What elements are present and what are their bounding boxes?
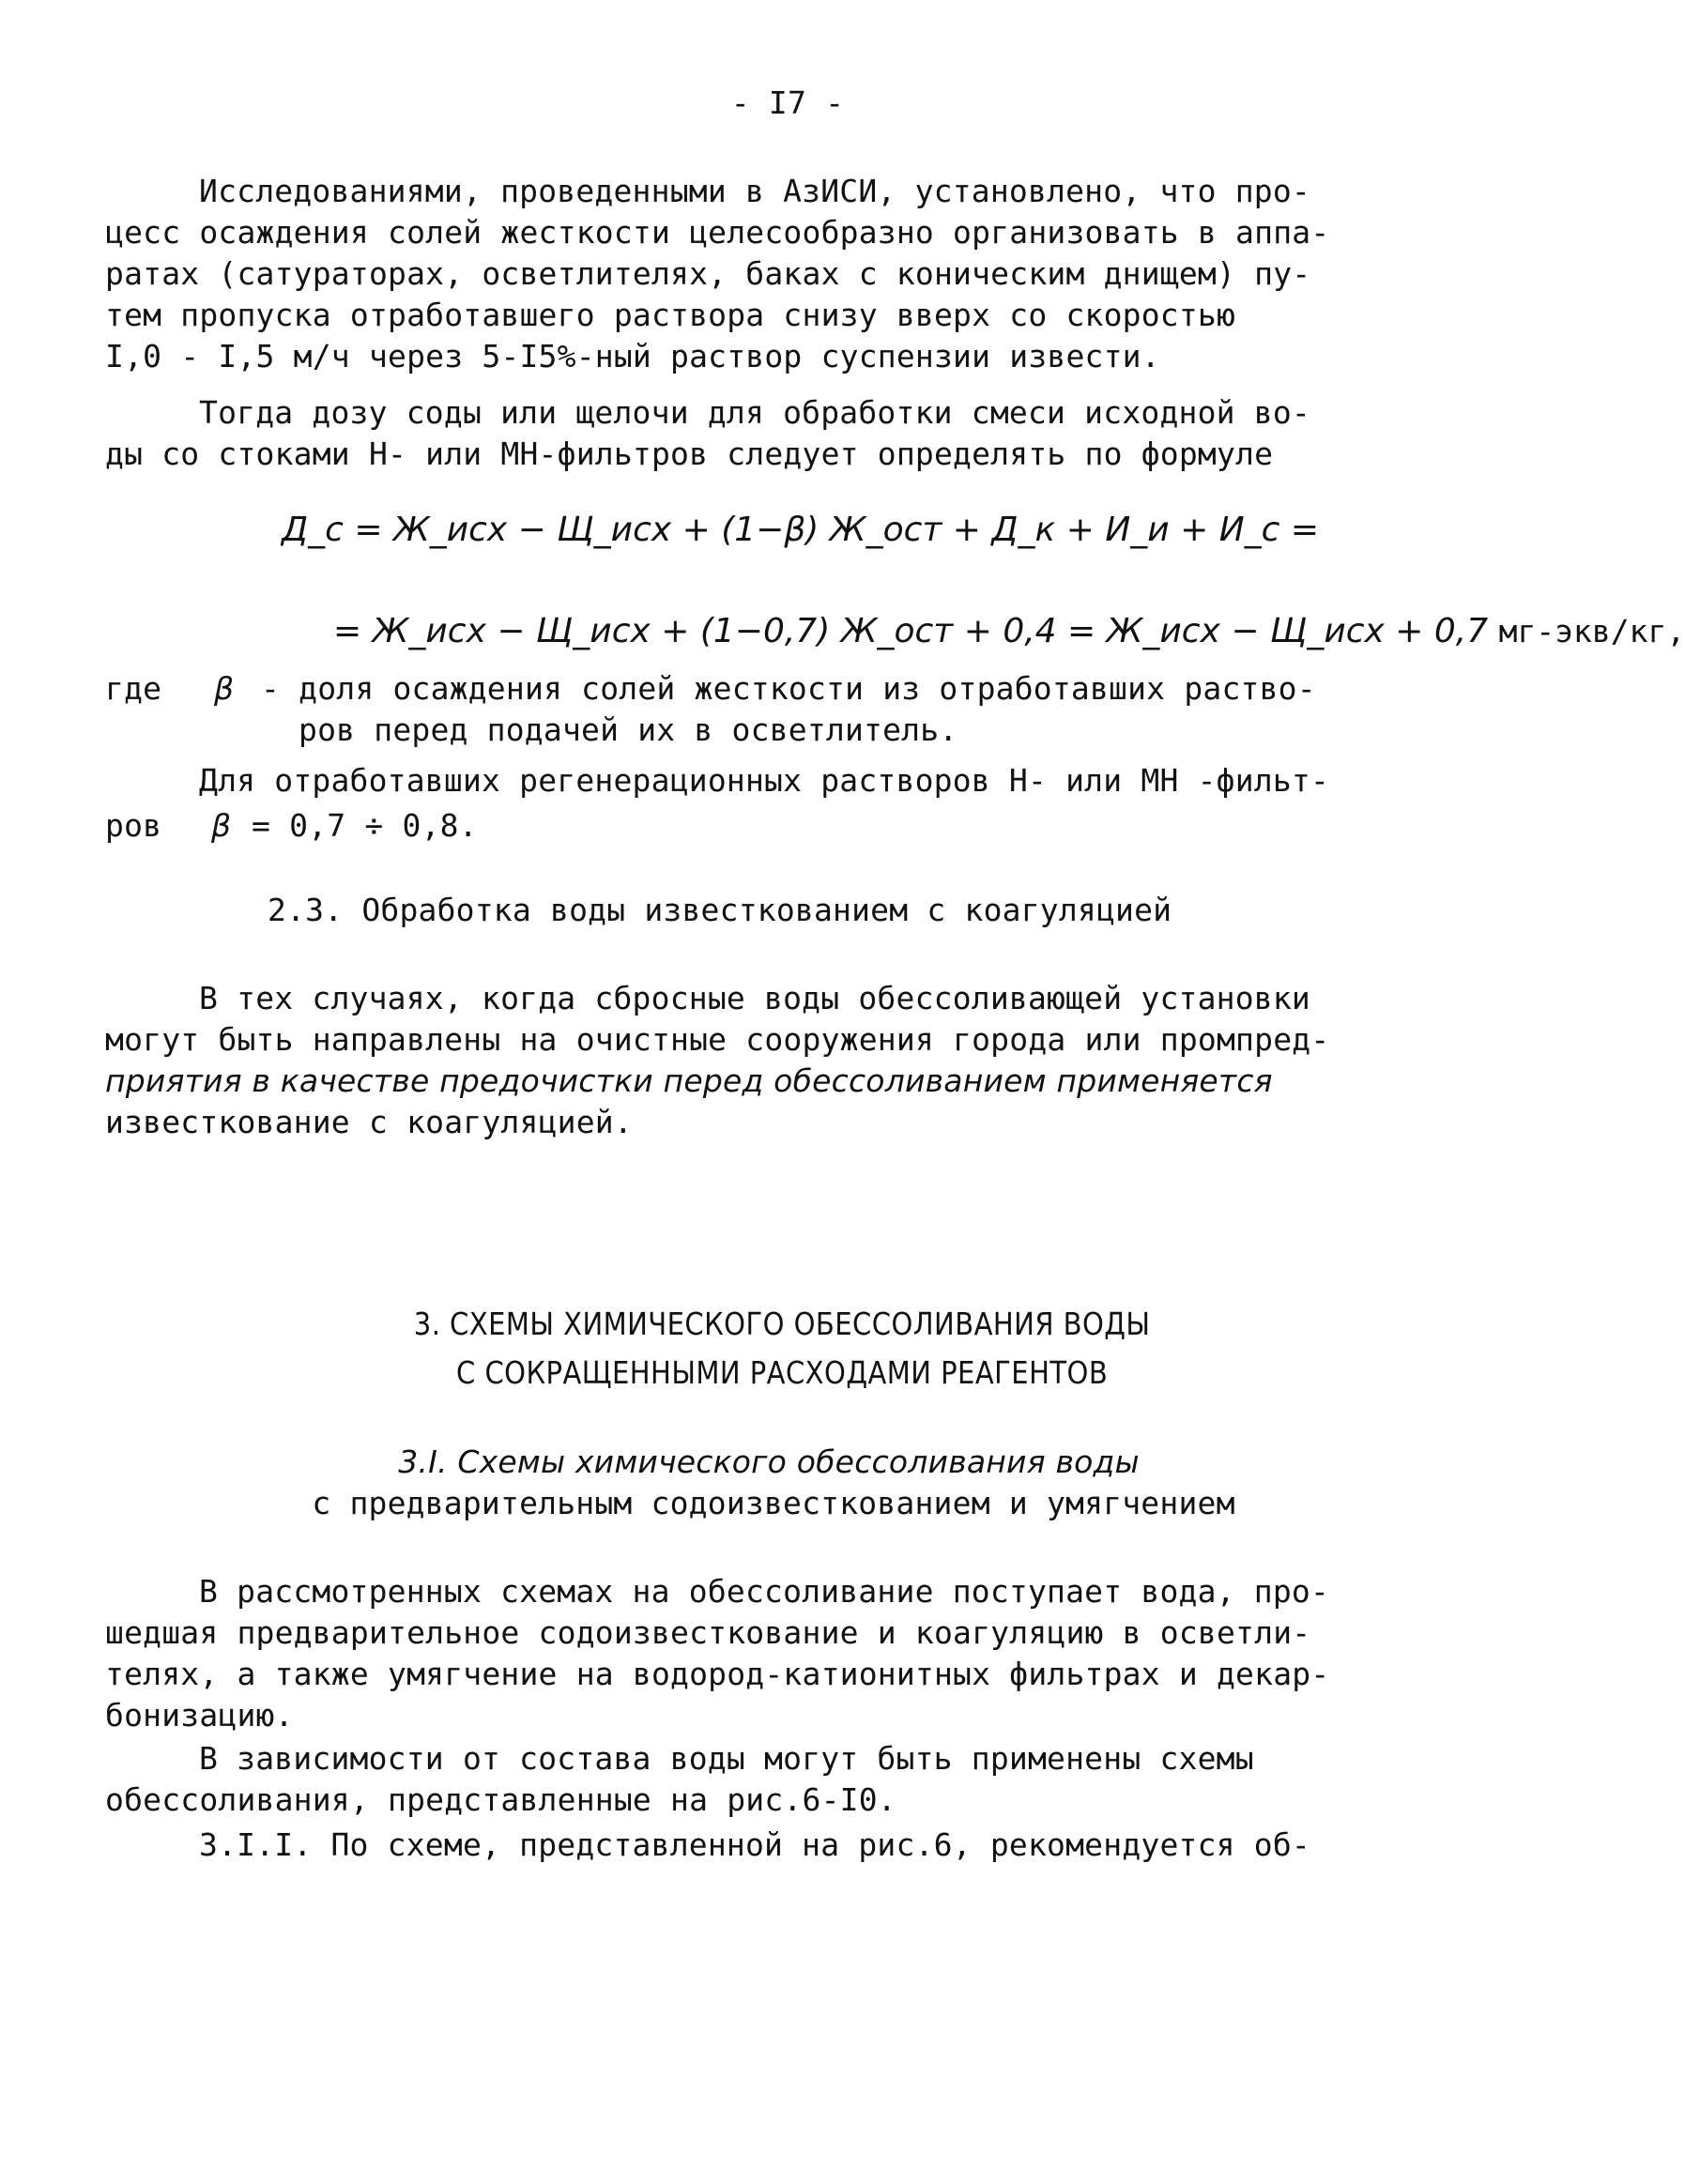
para1-line-5: I,0 - I,5 м/ч через 5-I5%-ный раствор суспензии извести. (105, 338, 1160, 374)
para1-line-4: тем пропуска отработавшего раствора снизу вверх со скоростью (105, 297, 1236, 333)
para1-line-2: цесс осаждения солей жесткости целесообразно организовать в аппа- (105, 214, 1330, 251)
formula-line-1: Д_с = Ж_исх − Щ_исх + (1−β) Ж_ост + Д_к + И_и + И_с = (282, 511, 1320, 549)
chapter-3-heading-line-1: 3. СХЕМЫ ХИМИЧЕСКОГО ОБЕССОЛИВАНИЯ ВОДЫ (413, 1306, 1151, 1342)
formula-line-2 (333, 608, 1685, 655)
para1-line-3: ратах (сатураторах, осветлителях, баках с коническим днищем) пу- (105, 255, 1311, 292)
section-3-1-heading-line-1: 3.I. Схемы химического обессоливания воды (398, 1443, 1140, 1480)
para6-line-1: В зависимости от состава воды могут быть применены схемы (199, 1740, 1254, 1777)
para4-line-3: приятия в качестве предочистки перед обессоливанием применяется (105, 1062, 1273, 1099)
para3-line-2-value: = 0,7 ÷ 0,8. (252, 807, 478, 844)
para5-line-2: шедшая предварительное содоизвесткование и коагуляцию в осветли- (105, 1614, 1311, 1651)
para4-line-1: В тех случаях, когда сбросные воды обессоливающей установки (199, 980, 1310, 1016)
para5-line-1: В рассмотренных схемах на обессоливание поступает вода, про- (199, 1573, 1330, 1610)
beta-symbol: β (214, 670, 235, 707)
para2-line-1: Тогда дозу соды или щелочи для обработки смеси исходной во- (199, 394, 1310, 431)
chapter-3-heading-line-2: С СОКРАЩЕННЫМИ РАСХОДАМИ РЕАГЕНТОВ (456, 1354, 1109, 1391)
para7-line-1: 3.I.I. По схеме, представленной на рис.6, рекомендуется об- (199, 1826, 1310, 1863)
section-3-1-heading-line-2: с предварительным содоизвесткованием и умягчением (312, 1485, 1235, 1521)
para3-beta-symbol: β (211, 807, 232, 844)
para1-line-1: Исследованиями, проведенными в АзИСИ, установлено, что про- (199, 173, 1310, 209)
para3-line-1: Для отработавших регенерационных растворов Н- или МН -фильт- (199, 762, 1330, 799)
where-line-1: - доля осаждения солей жесткости из отработавших раство- (261, 670, 1316, 707)
para2-line-2: ды со стоками Н- или МН-фильтров следует определять по формуле (105, 435, 1274, 472)
formula-unit: мг-экв/кг, (1498, 613, 1685, 649)
para4-line-2: могут быть направлены на очистные сооружения города или промпред- (105, 1021, 1330, 1058)
para5-line-4: бонизацию. (105, 1697, 294, 1733)
para6-line-2: обессоливания, представленные на рис.6-I0. (105, 1781, 896, 1818)
formula-line-2-expr: = Ж_исх − Щ_исх + (1−0,7) Ж_ост + 0,4 = Ж_исх − Щ_исх + 0,7 (333, 612, 1489, 650)
where-label: где (105, 670, 162, 707)
para4-line-4: известкование с коагуляцией. (105, 1104, 633, 1140)
section-2-3-heading: 2.3. Обработка воды известкованием с коагуляцией (268, 892, 1172, 928)
page-number: - I7 - (730, 84, 845, 121)
para5-line-3: телях, а также умягчение на водород-катионитных фильтрах и декар- (105, 1656, 1330, 1692)
where-line-2: ров перед подачей их в осветлитель. (299, 711, 958, 748)
para3-line-2-prefix: ров (105, 807, 162, 844)
